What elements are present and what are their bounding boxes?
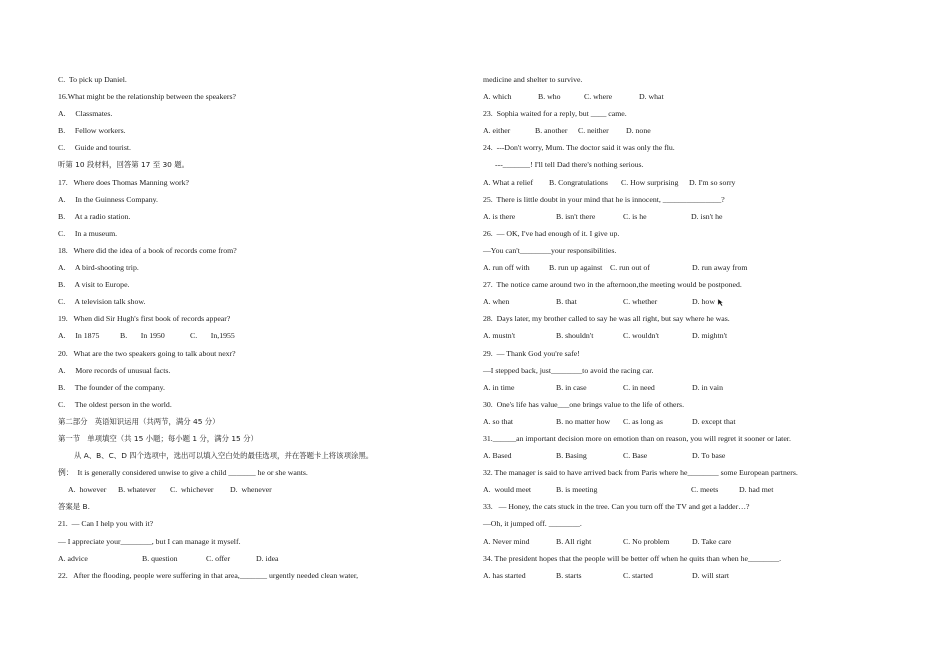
question-line: ---_______! I'll tell Dad there's nothing serious.: [495, 160, 644, 170]
question-line: C. To pick up Daniel.: [58, 75, 127, 84]
answer-option: D. run away from: [692, 263, 748, 273]
answer-options-row: [483, 174, 883, 191]
question-line: B. A visit to Europe.: [58, 280, 130, 290]
answer-option: A. mustn't: [483, 331, 516, 341]
answer-option: A. would meet: [483, 485, 532, 495]
answer-options-row: [483, 447, 883, 464]
answer-option: A. What a relief: [483, 177, 534, 187]
answer-option: B. another: [535, 126, 568, 136]
answer-options-row: [483, 481, 883, 498]
answer-option: D. isn't he: [691, 211, 723, 221]
answer-options-row: [483, 567, 883, 584]
answer-option: C. meets: [691, 485, 719, 495]
answer-option: A. either: [483, 126, 511, 136]
answer-option: C. is he: [623, 211, 647, 221]
section-instruction: 答案是 B.: [58, 502, 90, 512]
answer-option: A. run off with: [483, 263, 530, 273]
question-line: —Oh, it jumped off. ________.: [483, 519, 582, 529]
answer-option: D. To base: [692, 451, 726, 461]
question-line: B. At a radio station.: [58, 211, 131, 221]
question-line: 25. There is little doubt in your mind that he is innocent, _______________?: [483, 194, 725, 204]
answer-option: A. when: [483, 297, 510, 307]
answer-option: C. run out of: [610, 263, 650, 273]
answer-options-row: [483, 379, 883, 396]
answer-option: B. no matter how: [556, 416, 611, 426]
question-line: A. Classmates.: [58, 109, 113, 119]
answer-option: B. question: [142, 553, 178, 563]
answer-option: A. advice: [58, 553, 88, 563]
answer-options-row: [483, 533, 883, 550]
answer-option: B. Basing: [556, 451, 587, 461]
answer-option: D. what: [639, 92, 664, 102]
answer-option: B. isn't there: [556, 211, 596, 221]
mouse-pointer-icon: [717, 298, 726, 307]
answer-options-row: [483, 122, 883, 139]
answer-option: C. wouldn't: [623, 331, 660, 341]
answer-option: C. as long as: [623, 416, 663, 426]
answer-option: C. How surprising: [621, 177, 679, 187]
answer-option: D. whenever: [230, 485, 272, 495]
question-line: 例： It is generally considered unwise to give a child _______ he or she wants.: [58, 468, 308, 478]
answer-option: B. starts: [556, 570, 582, 580]
question-line: A. In the Guinness Company.: [58, 194, 158, 204]
answer-options-row: [58, 550, 458, 567]
answer-option: C. neither: [578, 126, 609, 136]
question-line: 30. One's life has value___one brings value to the life of others.: [483, 399, 685, 409]
answer-options-row: [58, 481, 458, 498]
answer-option: C. In,1955: [190, 331, 235, 341]
question-line: —You can't________your responsibilities.: [483, 245, 617, 255]
question-line: —I stepped back, just________to avoid the racing car.: [483, 365, 654, 375]
answer-option: A. however: [68, 485, 107, 495]
answer-option: D. in vain: [692, 382, 723, 392]
question-line: 33. — Honey, the cats stuck in the tree. Can you turn off the TV and get a ladder…?: [483, 502, 750, 512]
answer-option: A. Based: [483, 451, 512, 461]
section-instruction: 从 A、B、C、D 四个选项中，选出可以填入空白处的最佳选项，并在答题卡上将该项涂黑。: [74, 451, 374, 461]
answer-option: D. will start: [692, 570, 730, 580]
question-line: B. Fellow workers.: [58, 126, 126, 136]
answer-option: A. In 1875: [58, 331, 100, 341]
question-line: C. A television talk show.: [58, 297, 146, 307]
answer-option: C. in need: [623, 382, 655, 392]
answer-options-row: [483, 293, 883, 310]
question-line: 17. Where does Thomas Manning work?: [58, 177, 189, 187]
answer-option: A. Never mind: [483, 536, 530, 546]
answer-option: D. except that: [692, 416, 736, 426]
answer-option: C. started: [623, 570, 653, 580]
question-line: medicine and shelter to survive.: [483, 75, 583, 84]
left-column: [58, 71, 458, 584]
answer-option: B. that: [556, 297, 577, 307]
answer-option: D. I'm so sorry: [689, 177, 736, 187]
question-line: 20. What are the two speakers going to talk about nexr?: [58, 348, 236, 358]
answer-option: D. Take care: [692, 536, 732, 546]
question-line: 16.What might be the relationship between the speakers?: [58, 92, 236, 102]
answer-option: C. offer: [206, 553, 231, 563]
answer-option: C. whether: [623, 297, 658, 307]
section-instruction: 听第 10 段材料，回答第 17 至 30 题。: [58, 160, 189, 170]
answer-options-row: [483, 413, 883, 430]
answer-options-row: [58, 327, 458, 344]
answer-option: D. mightn't: [692, 331, 728, 341]
question-line: C. In a museum.: [58, 228, 118, 238]
answer-options-row: [483, 208, 883, 225]
answer-option: B. shouldn't: [556, 331, 594, 341]
question-line: 32. The manager is said to have arrived back from Paris where he________ some European partners.: [483, 468, 798, 478]
answer-option: B. who: [538, 92, 561, 102]
answer-option: B. whatever: [118, 485, 156, 495]
question-line: C. Guide and tourist.: [58, 143, 131, 153]
answer-option: B. In 1950: [120, 331, 165, 341]
answer-option: D. had met: [739, 485, 774, 495]
section-instruction: 第一节 单项填空（共 15 小题；每小题 1 分，满分 15 分）: [58, 433, 258, 443]
answer-option: D. how: [692, 297, 715, 307]
answer-option: A. in time: [483, 382, 515, 392]
answer-option: B. is meeting: [556, 485, 598, 495]
question-line: B. The founder of the company.: [58, 382, 165, 392]
answer-option: B. run up against: [549, 263, 603, 273]
question-line: — I appreciate your________, but I can manage it myself.: [58, 536, 241, 546]
answer-options-row: [483, 259, 883, 276]
question-line: 26. — OK, I've had enough of it. I give up.: [483, 228, 620, 238]
question-line: 28. Days later, my brother called to say he was all right, but say where he was.: [483, 314, 730, 324]
question-line: 34. The president hopes that the people will be better off when he quits than when he________.: [483, 553, 782, 563]
answer-option: D. idea: [256, 553, 279, 563]
answer-option: B. All right: [556, 536, 592, 546]
section-instruction: 第二部分 英语知识运用（共两节，满分 45 分）: [58, 416, 220, 426]
question-line: 27. The notice came around two in the afternoon,the meeting would be postponed.: [483, 280, 742, 290]
answer-options-row: [483, 327, 883, 344]
question-line: 24. ---Don't worry, Mum. The doctor said it was only the flu.: [483, 143, 675, 153]
answer-option: D. none: [626, 126, 651, 136]
answer-option: A. has started: [483, 570, 526, 580]
question-line: 18. Where did the idea of a book of records come from?: [58, 245, 237, 255]
answer-option: C. Base: [623, 451, 648, 461]
question-line: C. The oldest person in the world.: [58, 399, 172, 409]
answer-option: C. where: [584, 92, 613, 102]
question-line: 19. When did Sir Hugh's first book of records appear?: [58, 314, 231, 324]
answer-option: B. in case: [556, 382, 587, 392]
question-line: 31.______an important decision more on emotion than on reason, you will regret it sooner or later.: [483, 433, 791, 443]
answer-option: A. so that: [483, 416, 514, 426]
answer-option: C. whichever: [170, 485, 214, 495]
question-line: A. A bird-shooting trip.: [58, 263, 139, 273]
question-line: 21. — Can I help you with it?: [58, 519, 154, 529]
question-line: 23. Sophia waited for a reply, but ____ came.: [483, 109, 627, 119]
answer-option: C. No problem: [623, 536, 670, 546]
answer-option: A. is there: [483, 211, 516, 221]
answer-option: A. which: [483, 92, 512, 102]
question-line: A. More records of unusual facts.: [58, 365, 171, 375]
question-line: 29. — Thank God you're safe!: [483, 348, 580, 358]
right-column: [483, 71, 883, 584]
question-line: 22. After the flooding, people were suffering in that area,_______ urgently needed clean water,: [58, 570, 359, 580]
answer-option: B. Congratulations: [549, 177, 608, 187]
answer-options-row: [483, 88, 883, 105]
